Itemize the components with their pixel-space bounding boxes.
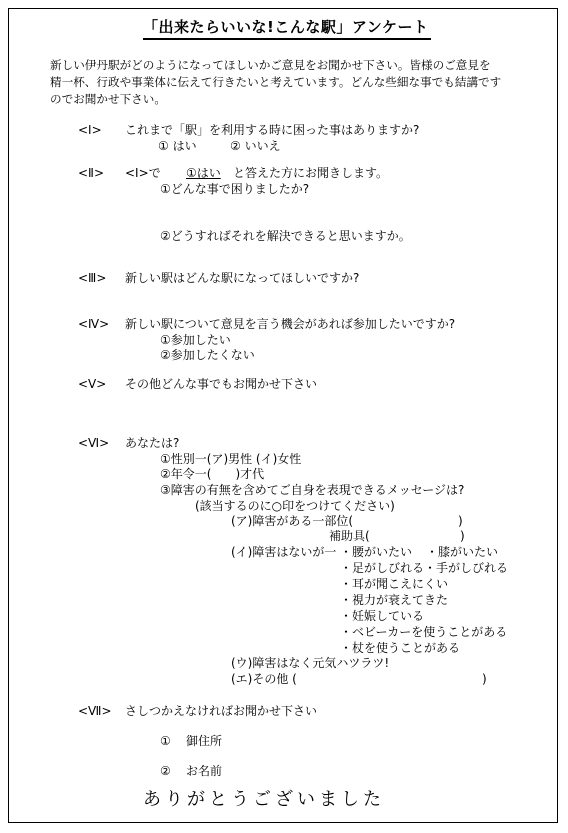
q6-text: あなたは?: [125, 436, 180, 450]
q2-number: <Ⅱ>: [78, 166, 105, 180]
intro-line-3: のでお聞かせ下さい。: [50, 92, 166, 106]
title-underline: [143, 38, 431, 40]
q6-option-d-close: ): [482, 672, 487, 686]
q4-option-1[interactable]: ①参加したい: [160, 333, 231, 347]
q7-address-number: ①: [160, 734, 171, 748]
q3-number: <Ⅲ>: [78, 271, 107, 285]
q3-text: 新しい駅はどんな駅になってほしいですか?: [125, 271, 360, 285]
q6-gender: ①性別一(ア)男性 (イ)女性: [160, 452, 302, 466]
q7-name-number: ②: [160, 764, 171, 778]
q4-text: 新しい駅について意見を言う機会があれば参加したいですか?: [125, 317, 456, 331]
q7-name-label: お名前: [186, 764, 223, 778]
q6-number: <Ⅵ>: [78, 436, 110, 450]
q6-aid: 補助具(: [329, 529, 370, 543]
q7-number: <Ⅶ>: [78, 704, 112, 718]
intro-line-1: 新しい伊丹駅がどのようになってほしいかご意見をお聞かせ下さい。皆様のご意見を: [50, 58, 491, 72]
q5-text: その他どんな事でもお聞かせ下さい: [125, 377, 318, 391]
q6-b-item-pregnant: ・妊娠している: [340, 609, 425, 623]
intro-line-2: 精一杯、行政や事業体に伝えて行きたいと考えています。どんな些細な事でも結講です: [50, 75, 502, 89]
q1-number: <Ⅰ>: [78, 123, 102, 137]
q7-text: さしつかえなければお聞かせ下さい: [125, 704, 318, 718]
q4-option-2[interactable]: ②参加したくない: [160, 348, 255, 362]
q6-age: ②年令一( )才代: [160, 467, 265, 481]
q6-aid-close: ): [460, 529, 465, 543]
q6-option-d[interactable]: (エ)その他 (: [231, 672, 297, 686]
q1-option-yes[interactable]: ① はい: [158, 139, 197, 153]
q6-note: (該当するのに○印をつけてください): [195, 499, 395, 513]
q1-option-no[interactable]: ② いいえ: [230, 139, 281, 153]
q6-b-item-waist: ・腰がいたい: [340, 545, 413, 559]
q6-option-b[interactable]: (イ)障害はないが一: [231, 545, 337, 559]
q6-disability-question: ③障害の有無を含めてご自身を表現できるメッセージは?: [160, 483, 465, 497]
q6-option-a-close: ): [458, 514, 463, 528]
q6-b-item-numb: ・足がしびれる・手がしびれる: [340, 561, 509, 575]
q6-option-c[interactable]: (ウ)障害はなく元気ハツラツ!: [231, 656, 390, 670]
q2-sub1: ①どんな事で困りましたか?: [160, 182, 310, 196]
q6-b-item-cane: ・杖を使うことがある: [340, 641, 461, 655]
q7-address-label: 御住所: [186, 734, 223, 748]
q4-number: <Ⅳ>: [78, 317, 110, 331]
q6-b-item-stroller: ・ベビーカーを使うことがある: [340, 625, 508, 639]
q6-b-item-knee: ・膝がいたい: [426, 545, 499, 559]
q2-underlined-answer: ①はい: [186, 166, 221, 180]
q6-b-item-vision: ・視力が衰えてきた: [340, 593, 449, 607]
page-title: 「出来たらいいな!こんな駅」アンケート: [143, 18, 429, 36]
q2-post: と答えた方にお聞きします。: [233, 166, 389, 180]
q2-pre: <Ⅰ>で: [125, 166, 161, 180]
q6-option-a[interactable]: (ア)障害がある一部位(: [231, 514, 354, 528]
thank-you-message: ありがとうございました: [143, 789, 385, 810]
q6-b-item-hearing: ・耳が聞こえにくい: [340, 577, 449, 591]
q2-sub2: ②どうすればそれを解決できると思いますか。: [160, 229, 411, 243]
q1-text: これまで「駅」を利用する時に困った事はありますか?: [125, 123, 420, 137]
q5-number: <Ⅴ>: [78, 377, 107, 391]
